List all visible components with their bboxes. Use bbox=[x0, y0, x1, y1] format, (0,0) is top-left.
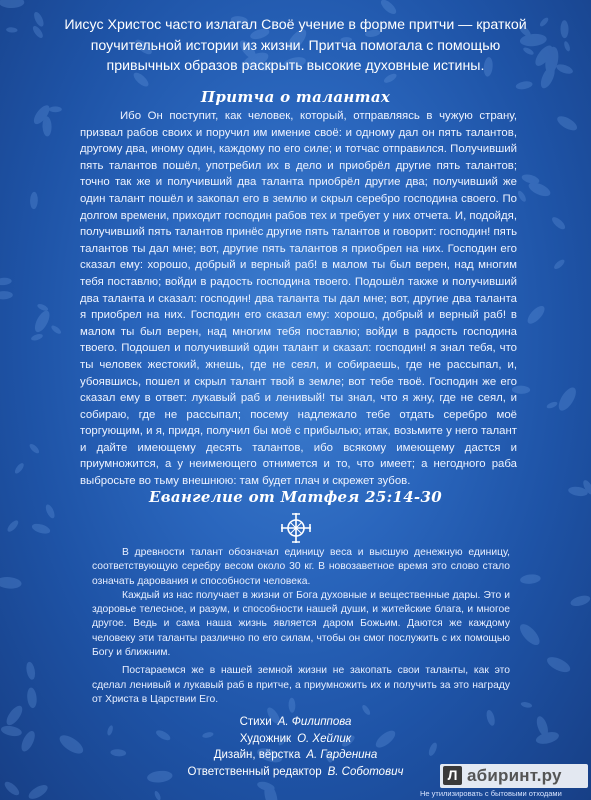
watermark-text: абиринт.ру bbox=[467, 766, 562, 785]
credit-row bbox=[0, 714, 591, 731]
note-paragraph: В древности талант обозначал единицу веса и высшую денежную единицу, соответствующую серебру весом около 30 кг. В новозаветное время это слово стало означать дарования и способности человека. bbox=[92, 547, 510, 587]
disposal-disclaimer: Не утилизировать с бытовыми отходами bbox=[420, 789, 562, 798]
scripture-reference: Евангелие от Матфея 25:14-30 bbox=[149, 488, 442, 506]
credit-role: Дизайн, вёрстка bbox=[213, 749, 301, 761]
credit-role: Художник bbox=[239, 732, 292, 745]
parable-text: Ибо Он поступит, как человек, который, отправляясь в чужую страну, призвал рабов своих и поручил им имение своё: и одному дал он пять талантов, другому два, иному один, каждому по его силе; и тотчас отправился. Получивший пять талантов пошёл, употребил их в дело и приобрёл другие пять талантов; точно так же и получивший два таланта приобрёл другие два; получивший же один талант пошёл и закопал его в землю и скрыл серебро господина своего. По долгом времени, приходит господин рабов тех и требует у них отчета. И, подойдя, получивший пять талантов принёс другие пять талантов и говорит: господин! пять талантов ты дал мне; вот, другие пять талантов я приобрел на них. Господин его сказал ему: хорошо, добрый и верный раб! в малом ты был верен, над многим тебя поставлю; войди в радость господина твоего. Подошёл также и получивший два таланта и сказал: господин! два таланта ты дал мне; вот, другие два таланта я приобрел на них. Господин его сказал ему: хорошо, добрый и верный раб! в малом ты был верен, над многим тебя поставлю; войди в радость господина твоего. Подошел и получивший один талант и сказал: господин! я знал тебя, что ты человек жестокий, жнешь, где не сеял, и собираешь, где не рассыпал, и, убоявшись, пошел и скрыл талант твой в земле; вот тебе твоё. Господин же его сказал ему в ответ: лукавый раб и ленивый! ты знал, что я жну, где не сеял, и собираю, где не рассыпал; посему надлежало тебе отдать серебро моё торгующим, и я, придя, получил бы моё с прибылью; итак, возьмите у него талант и дайте имеющему десять талантов, ибо всякому имеющему дастся и приумножится, а у неимеющего отнимется и то, что имеет; а негодного раба выбросьте во тьму внешнюю: там будет плач и скрежет зубов. bbox=[80, 110, 517, 488]
explanation-notes bbox=[92, 546, 510, 707]
labirint-watermark bbox=[440, 764, 588, 788]
credit-row bbox=[0, 731, 591, 748]
intro-text: Иисус Христос часто излагал Своё учение в форме притчи — краткой поучительной истории из жизни. Притча помогала с помощью привычных образов раскрыть высокие духовные истины. bbox=[64, 17, 527, 74]
credit-role: Ответственный редактор bbox=[187, 765, 322, 778]
cross-emblem-icon bbox=[279, 511, 313, 545]
note-paragraph: Постараемся же в нашей земной жизни не закопать свои таланты, как это сделал ленивый и лукавый раб в притче, а приумножить их и получить за это награду от Христа в Царствии Его. bbox=[92, 665, 510, 705]
credit-name: А. Гарденина bbox=[306, 749, 378, 761]
credit-name: В. Соботович bbox=[327, 765, 404, 778]
credit-name: О. Хейлик bbox=[297, 732, 352, 745]
parable-title: Притча о талантах bbox=[200, 88, 391, 106]
credit-role: Стихи bbox=[239, 716, 272, 728]
credit-name: А. Филиппова bbox=[277, 716, 352, 728]
labirint-logo-icon: Л bbox=[443, 766, 462, 785]
note-paragraph: Каждый из нас получает в жизни от Бога духовные и вещественные дары. Это и здоровье телесное, и разум, и способности нашей души, и житейские блага, и многое другое. Ведь и сама наша жизнь является даром Божьим. Даются же каждому человеку эти таланты различно по его силам, чтобы он смог послужить с их помощью Богу и ближним. bbox=[92, 589, 510, 659]
credit-row bbox=[0, 747, 591, 764]
